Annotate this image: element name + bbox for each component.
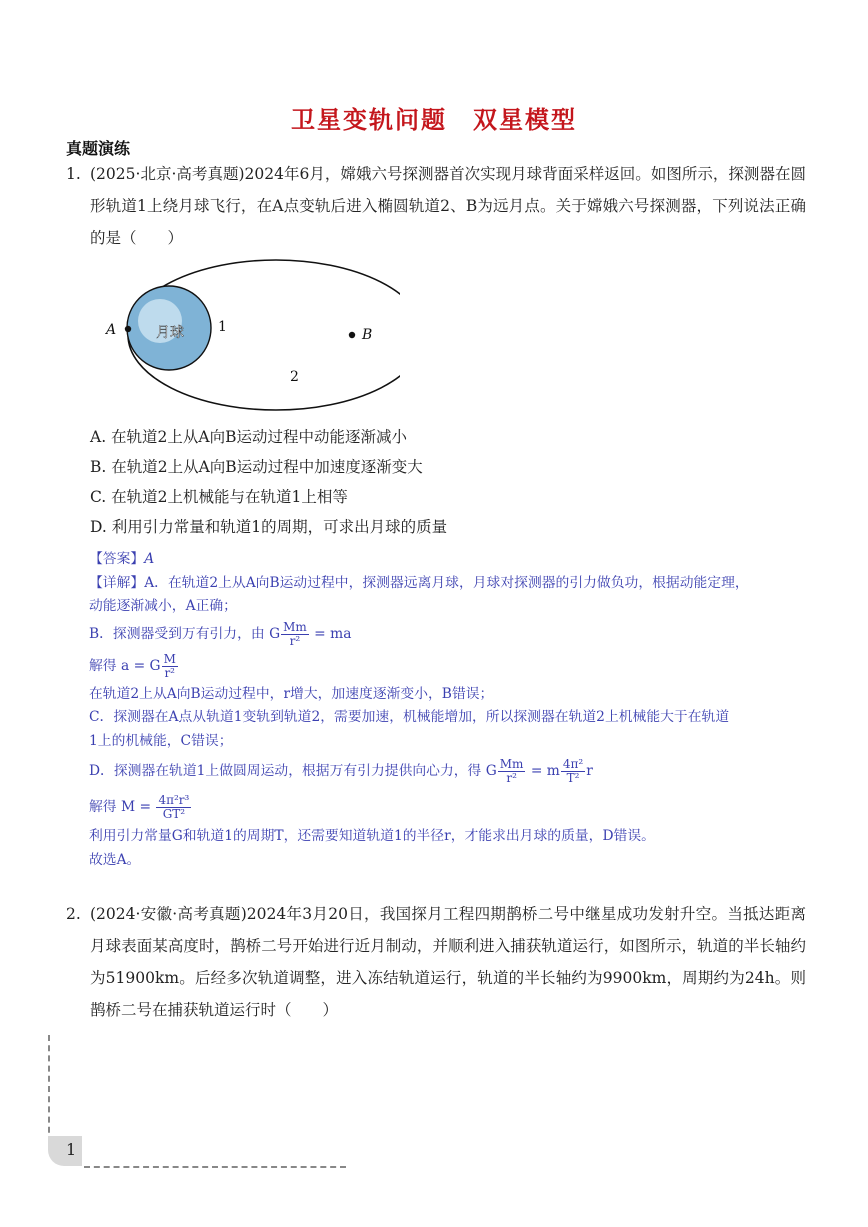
solution-block — [89, 548, 801, 872]
point-b-dot — [349, 332, 355, 338]
page-number-tab — [48, 1136, 82, 1166]
conclusion-line: 故选A。 — [89, 851, 141, 868]
orbit-1-label: 1 — [218, 319, 227, 335]
answer-line: 【答案】A — [89, 551, 155, 567]
point-a-dot — [125, 326, 131, 332]
explain-c-line-1: C．探测器在A点从轨道1变轨到轨道2，需要加速，机械能增加，所以探测器在轨道2上机械能大于在轨道 — [89, 709, 730, 725]
fraction: $\frac{Mm}{\text{r²}}$ — [283, 619, 307, 648]
question-text: (2025·北京·高考真题)2024年6月，嫦娥六号探测器首次实现月球背面采样返回。如图所示，探测器在圆形轨道1上绕月球飞行，在A点变轨后进入椭圆轨道2、B为远月点。关于嫦娥六号探测器，下列说法正确的是（ ） — [90, 165, 806, 247]
footer-dashed-horizontal — [84, 1166, 346, 1168]
point-b-label: B — [362, 327, 373, 343]
fraction: $\frac{Mm}{\text{r²}}$ — [499, 757, 524, 785]
option-a: A. 在轨道2上从A向B运动过程中动能逐渐减小 — [90, 428, 407, 446]
explain-c-line-2: 1上的机械能，C错误； — [89, 732, 233, 749]
explain-b-line-1: B．探测器受到万有引力，由 G $\frac{Mm}{\text{r²}}$ = ma — [89, 619, 352, 648]
orbit-2-label: 2 — [290, 369, 299, 385]
question-number: 1. — [66, 165, 81, 183]
explain-a-line-1: 【详解】A．在轨道2上从A向B运动过程中，探测器远离月球，月球对探测器的引力做负功，根据动能定理， — [89, 574, 749, 591]
explain-d-line-3: 利用引力常量G和轨道1的周期T，还需要知道轨道1的半径r，才能求出月球的质量，D错误。 — [89, 828, 655, 844]
explain-b-line-2: 解得 a = G $\frac{M}{\text{r²}}$ — [89, 651, 176, 680]
page-number: 1 — [66, 1140, 77, 1159]
options-list — [90, 422, 447, 542]
fraction: $\frac{\text{4π²r³}}{\text{GT²}}$ — [158, 793, 190, 821]
option-c: C. 在轨道2上机械能与在轨道1上相等 — [90, 488, 348, 506]
page-title: 卫星变轨问题 双星模型 — [291, 106, 577, 134]
option-b: B. 在轨道2上从A向B运动过程中加速度逐渐变大 — [90, 458, 423, 476]
explain-d-line-2: 解得 M = $\frac{\text{4π²r³}}{\text{GT²}}$ — [89, 793, 190, 821]
explain-d-line-1: D．探测器在轨道1上做圆周运动，根据万有引力提供向心力，得 G $\frac{Mm}{\text{r²}}$ = m $\frac{\text{4π²}}{\text{T²}}$ r — [89, 757, 593, 785]
point-a-label: A — [106, 322, 117, 338]
explain-a-line-2: 动能逐渐减小，A正确； — [89, 598, 237, 614]
option-d: D. 利用引力常量和轨道1的周期，可求出月球的质量 — [90, 518, 448, 536]
moon-label: 月球 — [156, 325, 184, 341]
orbit-diagram — [100, 255, 400, 415]
footer-dashed-vertical — [48, 1035, 50, 1143]
section-label: 真题演练 — [66, 139, 131, 158]
question-text: (2024·安徽·高考真题)2024年3月20日，我国探月工程四期鹊桥二号中继星成功发射升空。当抵达距离月球表面某高度时，鹊桥二号开始进行近月制动，并顺利进入捕获轨道运行，如图所示，轨道的半长轴约为51900km。后经多次轨道调整，进入冻结轨道运行，轨道的半长轴约为9900km，周期约为24h。则鹊桥二号在捕获轨道运行时（ ） — [90, 905, 806, 1019]
question-2 — [66, 898, 806, 1026]
question-number: 2. — [66, 905, 81, 923]
explain-b-line-3: 在轨道2上从A向B运动过程中，r增大，加速度逐渐变小，B错误； — [89, 685, 494, 702]
fraction: $\frac{\text{4π²}}{\text{T²}}$ — [562, 757, 584, 785]
question-1 — [66, 158, 806, 254]
fraction: $\frac{M}{\text{r²}}$ — [163, 651, 176, 680]
